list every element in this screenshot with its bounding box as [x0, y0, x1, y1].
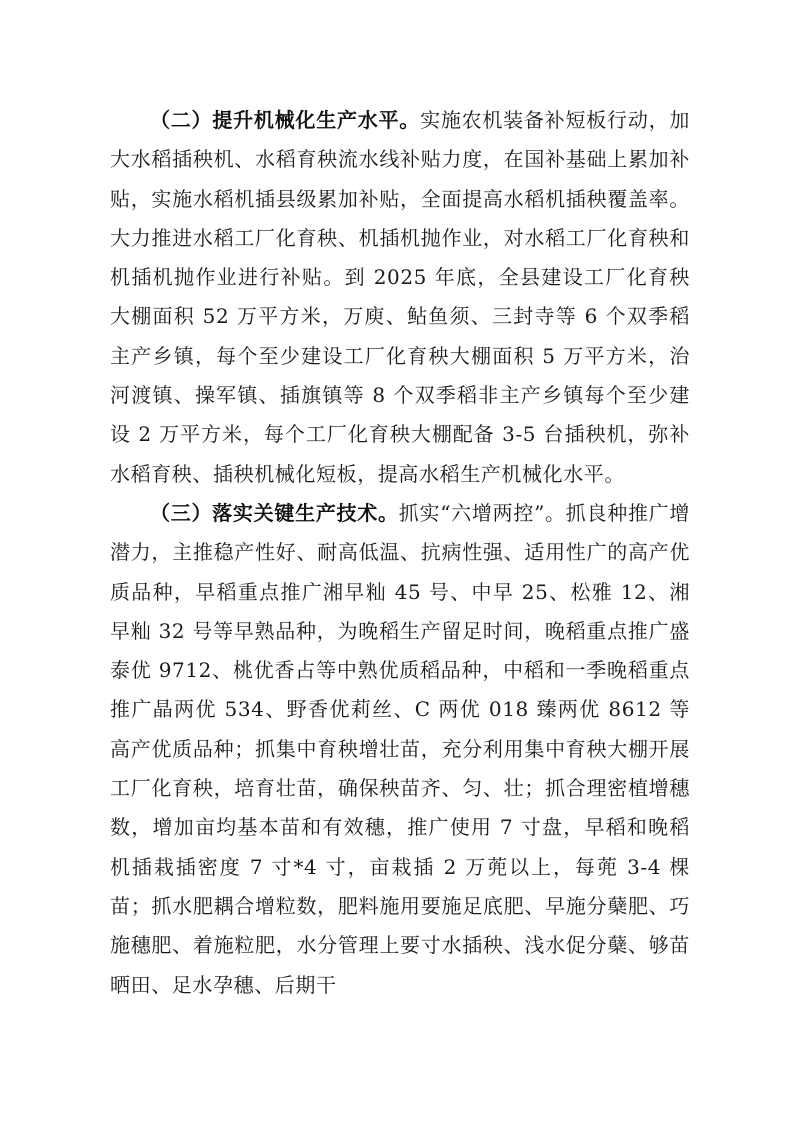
section-heading-key-techniques: （三）落实关键生产技术。	[150, 500, 399, 525]
section-text-mechanization: 实施农机装备补短板行动，加大水稻插秧机、水稻育秧流水线补贴力度，在国补基础上累加补贴，实施水稻机插县级累加补贴，全面提高水稻机插秧覆盖率。大力推进水稻工厂化育秧、机插机抛作业，对水稻工厂化育秧和机插机抛作业进行补贴。到 2025 年底，全县建设工厂化育秧大棚面积 52 万平方米，万庾、鲇鱼须、三封寺等 6 个双季稻主产乡镇，每个至少建设工厂化育秧大棚面积 5 万平方米，治河渡镇、操军镇、插旗镇等 8 个双季稻非主产乡镇每个至少建设 2 万平方米，每个工厂化育秧大棚配备 3-5 台插秧机，弥补水稻育秧、插秧机械化短板，提高水稻生产机械化水平。	[110, 108, 690, 486]
section-heading-mechanization: （二）提升机械化生产水平。	[150, 108, 421, 132]
paragraph-mechanization	[110, 101, 690, 494]
paragraph-key-techniques	[110, 494, 690, 1005]
document-body	[110, 101, 690, 1005]
section-text-key-techniques: 抓实“六增两控”。抓良种推广增潜力，主推稳产性好、耐高低温、抗病性强、适用性广的高产优质品种，早稻重点推广湘早籼 45 号、中早 25、松雅 12、湘早籼 32 号等早熟品种，为晚稻生产留足时间，晚稻重点推广盛泰优 9712、桃优香占等中熟优质稻品种，中稻和一季晚稻重点推广晶两优 534、野香优莉丝、C 两优 018 臻两优 8612 等高产优质品种；抓集中育秧增壮苗，充分利用集中育秧大棚开展工厂化育秧，培育壮苗，确保秧苗齐、匀、壮；抓合理密植增穗数，增加亩均基本苗和有效穗，推广使用 7 寸盘，早稻和晚稻机插栽插密度 7 寸*4 寸，亩栽插 2 万蔸以上，每蔸 3-4 棵苗；抓水肥耦合增粒数，肥料施用要施足底肥、早施分蘖肥、巧施穗肥、着施粒肥，水分管理上要寸水插秧、浅水促分蘖、够苗晒田、足水孕穗、后期干	[110, 500, 690, 997]
